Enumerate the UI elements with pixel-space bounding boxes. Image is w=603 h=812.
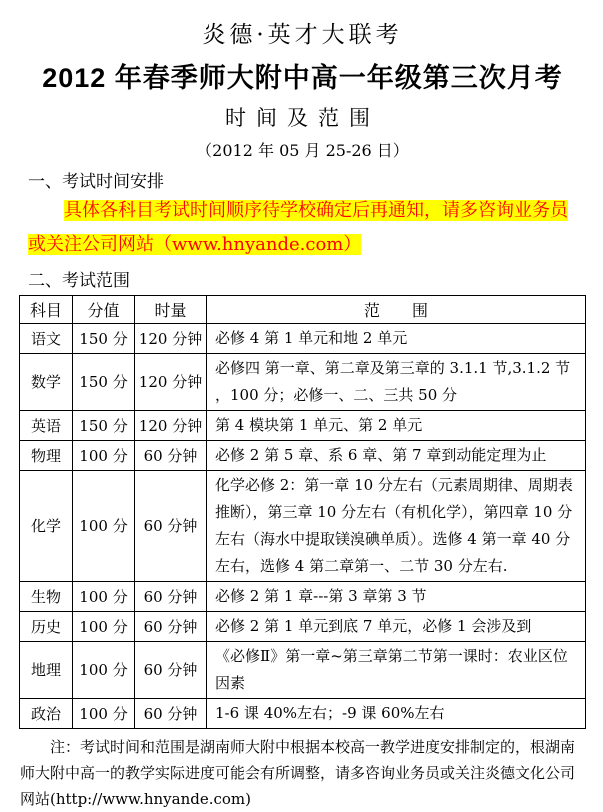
score-cell: 100 分 xyxy=(73,642,135,699)
exam-scope-table xyxy=(19,295,586,729)
brand-title: 炎德·英才大联考 xyxy=(202,22,403,48)
score-cell: 100 分 xyxy=(73,441,135,471)
notice-line1: 具体各科目考试时间顺序待学校确定后再通知，请多咨询业务员 xyxy=(64,200,568,221)
notice-line2: 或关注公司网站（www.hnyande.com） xyxy=(28,234,362,255)
table-row-chinese xyxy=(20,324,586,354)
duration-cell: 60 分钟 xyxy=(135,471,207,582)
table-row-english xyxy=(20,411,586,441)
section2-heading: 二、考试范围 xyxy=(28,271,130,291)
subject-cell: 历史 xyxy=(20,612,73,642)
subject-cell: 生物 xyxy=(20,582,73,612)
duration-cell: 60 分钟 xyxy=(135,642,207,699)
col-header-scope: 范 围 xyxy=(207,296,586,324)
scope-cell: 必修 2 第 1 单元到底 7 单元，必修 1 会涉及到 xyxy=(207,612,586,642)
table-header-row xyxy=(20,296,586,324)
duration-cell: 120 分钟 xyxy=(135,324,207,354)
footnote: 注：考试时间和范围是湖南师大附中根据本校高一教学进度安排制定的，根湖南师大附中高一的教学实际进度可能会有所调整，请多咨询业务员或关注炎德文化公司网站(http://www.hnyande.com) xyxy=(20,738,576,808)
scope-cell: 必修四 第一章、第二章及第三章的 3.1.1 节,3.1.2 节 ，100 分；必修一、二、三共 50 分 xyxy=(207,354,586,411)
scope-cell: 必修 4 第 1 单元和地 2 单元 xyxy=(207,324,586,354)
score-cell: 150 分 xyxy=(73,411,135,441)
subject-cell: 语文 xyxy=(20,324,73,354)
score-cell: 100 分 xyxy=(73,612,135,642)
table-row-physics xyxy=(20,441,586,471)
score-cell: 100 分 xyxy=(73,582,135,612)
main-title: 2012 年春季师大附中高一年级第三次月考 xyxy=(42,63,563,93)
table-row-math xyxy=(20,354,586,411)
score-cell: 150 分 xyxy=(73,354,135,411)
col-header-duration: 时量 xyxy=(135,296,207,324)
subject-cell: 物理 xyxy=(20,441,73,471)
table-row-geography xyxy=(20,642,586,699)
scope-cell: 化学必修 2：第一章 10 分左右（元素周期律、周期表推断），第三章 10 分左右（有机化学），第四章 10 分左右（海水中提取镁溴碘单质）。选修 4 第一章 40 分左右，选修 4 第二章第一、二节 30 分左右. xyxy=(207,471,586,582)
duration-cell: 60 分钟 xyxy=(135,582,207,612)
subject-cell: 英语 xyxy=(20,411,73,441)
section1-heading: 一、考试时间安排 xyxy=(28,172,164,192)
subject-cell: 数学 xyxy=(20,354,73,411)
scope-cell: 第 4 模块第 1 单元、第 2 单元 xyxy=(207,411,586,441)
duration-cell: 60 分钟 xyxy=(135,612,207,642)
duration-cell: 120 分钟 xyxy=(135,411,207,441)
subtitle: 时间及范围 xyxy=(225,106,380,130)
scope-cell: 《必修Ⅱ》第一章~第三章第二节第一课时：农业区位因素 xyxy=(207,642,586,699)
duration-cell: 60 分钟 xyxy=(135,699,207,729)
scope-cell: 1-6 课 40%左右；-9 课 60%左右 xyxy=(207,699,586,729)
table-row-biology xyxy=(20,582,586,612)
subject-cell: 政治 xyxy=(20,699,73,729)
subject-cell: 化学 xyxy=(20,471,73,582)
table-row-politics xyxy=(20,699,586,729)
score-cell: 150 分 xyxy=(73,324,135,354)
notice-paragraph xyxy=(28,194,586,262)
scope-cell: 必修 2 第 5 章、系 6 章、第 7 章到动能定理为止 xyxy=(207,441,586,471)
subject-cell: 地理 xyxy=(20,642,73,699)
table-row-chemistry xyxy=(20,471,586,582)
score-cell: 100 分 xyxy=(73,471,135,582)
scope-cell: 必修 2 第 1 章---第 3 章第 3 节 xyxy=(207,582,586,612)
col-header-score: 分值 xyxy=(73,296,135,324)
col-header-subject: 科目 xyxy=(20,296,73,324)
table-row-history xyxy=(20,612,586,642)
score-cell: 100 分 xyxy=(73,699,135,729)
date-line: （2012 年 05 月 25-26 日） xyxy=(196,141,409,160)
duration-cell: 120 分钟 xyxy=(135,354,207,411)
duration-cell: 60 分钟 xyxy=(135,441,207,471)
